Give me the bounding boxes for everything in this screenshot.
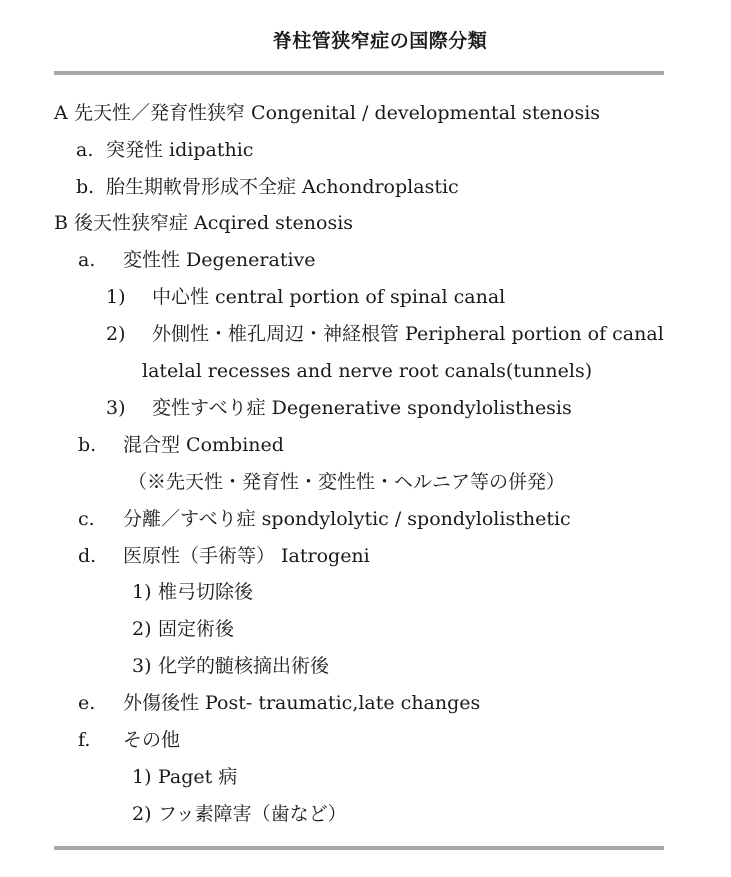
subitem-b-b bbox=[78, 433, 284, 457]
item-text: 後天性狭窄症 Acqired stenosis bbox=[74, 212, 354, 234]
item-text: 変性すべり症 Degenerative spondylolisthesis bbox=[152, 397, 572, 419]
item-text: 外傷後性 Post- traumatic,late changes bbox=[123, 692, 481, 714]
item-text: 胎生期軟骨形成不全症 Achondroplastic bbox=[106, 176, 459, 198]
item-marker: 3) bbox=[106, 397, 126, 419]
item-text: 中心性 central portion of spinal canal bbox=[152, 286, 506, 308]
item-text: 変性性 Degenerative bbox=[123, 249, 316, 271]
item-text: latelal recesses and nerve root canals(tunnels) bbox=[142, 360, 593, 382]
subitem-b-d-1 bbox=[132, 580, 253, 604]
item-text: 先天性／発育性狭窄 Congenital / developmental stenosis bbox=[74, 102, 601, 124]
subitem-b-f bbox=[78, 728, 180, 752]
item-marker: c. bbox=[78, 508, 95, 530]
item-marker: d. bbox=[78, 545, 97, 567]
bottom-divider bbox=[54, 846, 664, 850]
item-marker: 1) bbox=[132, 581, 152, 603]
item-marker: 2) bbox=[132, 618, 152, 640]
item-marker: 3) bbox=[132, 655, 152, 677]
item-marker: B bbox=[54, 212, 68, 234]
subitem-a-a bbox=[76, 138, 253, 162]
item-marker: A bbox=[54, 102, 68, 124]
item-marker: 2) bbox=[132, 803, 152, 825]
item-marker: b. bbox=[78, 434, 97, 456]
item-text: （※先天性・発育性・変性性・ヘルニア等の併発） bbox=[128, 471, 566, 493]
subitem-b-c bbox=[78, 507, 571, 531]
item-text: 分離／すべり症 spondylolytic / spondylolisthetic bbox=[123, 508, 571, 530]
item-text: 化学的髄核摘出術後 bbox=[158, 655, 330, 677]
item-text: 固定術後 bbox=[158, 618, 235, 640]
subitem-b-a-2 bbox=[106, 322, 664, 346]
item-marker: a. bbox=[76, 139, 94, 161]
item-marker: b. bbox=[76, 176, 95, 198]
subitem-b-b-note bbox=[128, 470, 565, 494]
item-marker: e. bbox=[78, 692, 96, 714]
item-text: 混合型 Combined bbox=[123, 434, 284, 456]
item-text: その他 bbox=[123, 729, 181, 751]
item-text: 医原性（手術等） Iatrogeni bbox=[123, 545, 370, 567]
item-marker: f. bbox=[78, 729, 91, 751]
item-text: 突発性 idipathic bbox=[106, 139, 254, 161]
subitem-b-a-2-continuation bbox=[142, 359, 592, 383]
top-divider bbox=[54, 71, 664, 75]
subitem-b-d-3 bbox=[132, 654, 329, 678]
item-text: Paget 病 bbox=[158, 766, 238, 788]
item-text: 外側性・椎孔周辺・神経根管 Peripheral portion of canal bbox=[152, 323, 664, 345]
item-marker: 1) bbox=[132, 766, 152, 788]
category-b bbox=[54, 211, 353, 235]
item-text: フッ素障害（歯など） bbox=[158, 803, 347, 825]
subitem-b-a bbox=[78, 248, 316, 272]
subitem-b-f-2 bbox=[132, 802, 347, 826]
item-marker: 1) bbox=[106, 286, 126, 308]
item-marker: 2) bbox=[106, 323, 126, 345]
subitem-b-d-2 bbox=[132, 617, 234, 641]
subitem-b-e bbox=[78, 691, 480, 715]
subitem-b-f-1 bbox=[132, 765, 237, 789]
item-text: 椎弓切除後 bbox=[158, 581, 254, 603]
document-title: 脊柱管狭窄症の国際分類 bbox=[272, 30, 488, 52]
subitem-b-d bbox=[78, 544, 370, 568]
item-marker: a. bbox=[78, 249, 96, 271]
subitem-b-a-3 bbox=[106, 396, 572, 420]
subitem-b-a-1 bbox=[106, 285, 505, 309]
category-a bbox=[54, 101, 600, 125]
subitem-a-b bbox=[76, 175, 459, 199]
